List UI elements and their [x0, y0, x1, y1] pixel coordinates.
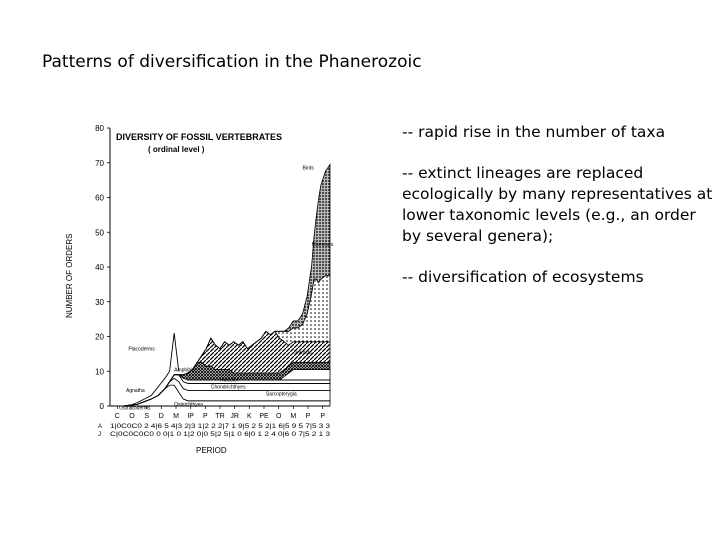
y-axis-label: NUMBER OF ORDERS	[65, 233, 74, 318]
y-tick-label: 50	[95, 228, 104, 238]
bullet-item-3: -- diversification of ecosystems	[402, 268, 644, 286]
table-row-key: J	[98, 432, 101, 438]
annotation-label: Mammals	[311, 242, 334, 249]
y-tick-label: 0	[99, 402, 104, 411]
bullet-item-2: -- extinct lineages are replaced ecologically by many representatives at lower taxonomic levels (e.g., an order by several genera);	[402, 164, 713, 245]
slide-title: Patterns of diversification in the Phanerozoic	[42, 52, 422, 72]
bullet-list	[402, 122, 714, 308]
annotation-label: Ostracoderms	[119, 405, 151, 412]
x-tick-label: P	[320, 413, 326, 420]
annotation-label: Chondrichthyes	[210, 384, 246, 391]
x-axis-label: PERIOD	[196, 446, 227, 455]
x-tick-label: K	[246, 413, 252, 420]
x-tick-label: M	[290, 413, 297, 420]
x-tick-label: S	[144, 413, 150, 420]
chart-title: DIVERSITY OF FOSSIL VERTEBRATES	[116, 132, 283, 142]
annotation-label: Amphibia	[174, 367, 196, 374]
x-tick-label: P	[202, 413, 208, 420]
y-tick-label: 30	[95, 297, 104, 307]
y-tick-label: 70	[95, 158, 104, 168]
y-tick-label: 60	[95, 193, 104, 203]
x-tick-label: O	[275, 413, 282, 420]
annotation-label: Holostei	[220, 377, 239, 384]
x-tick-label: TR	[215, 413, 225, 420]
x-tick-label: IP	[187, 413, 194, 420]
y-tick-label: 80	[95, 124, 104, 133]
table-row-values: C|0C0C0C0 0 0|1 0 1|2 0|0 5|2 5|1 0 6|0 1 2 4 0|6 0 7|5 2 1 3	[110, 432, 331, 438]
annotation-label: Birds	[302, 165, 314, 172]
annotation-label: Placoderms	[128, 346, 155, 353]
x-tick-label: C	[114, 413, 120, 420]
annotation-label: Osteichthyes	[174, 402, 204, 408]
x-tick-label: P	[305, 413, 311, 420]
annotation-label: Sarcopterygia	[265, 391, 297, 398]
y-tick-label: 10	[95, 367, 104, 377]
annotation-label: Teleosts	[293, 349, 312, 356]
x-tick-label: JR	[230, 413, 239, 420]
chart-subtitle: ( ordinal level )	[148, 145, 205, 154]
table-row-values: 1|0C0C0 2 4|6 5 4|3 2|3 1|2 2 2|7 1 9|5 2 5 2|1 6|5 9 5 7|5 3 3	[110, 424, 331, 430]
annotation-label: Agnatha	[126, 388, 145, 395]
bullet-item-1: -- rapid rise in the number of taxa	[402, 123, 666, 141]
y-tick-label: 40	[95, 263, 104, 272]
x-tick-label: PE	[259, 413, 269, 420]
x-tick-label: O	[129, 413, 135, 420]
x-tick-label: D	[158, 413, 164, 420]
x-tick-label: M	[173, 413, 179, 420]
y-tick-label: 20	[95, 332, 104, 342]
table-row-key: A	[98, 424, 103, 430]
chart-svg	[58, 108, 348, 470]
diversity-chart	[58, 108, 348, 474]
